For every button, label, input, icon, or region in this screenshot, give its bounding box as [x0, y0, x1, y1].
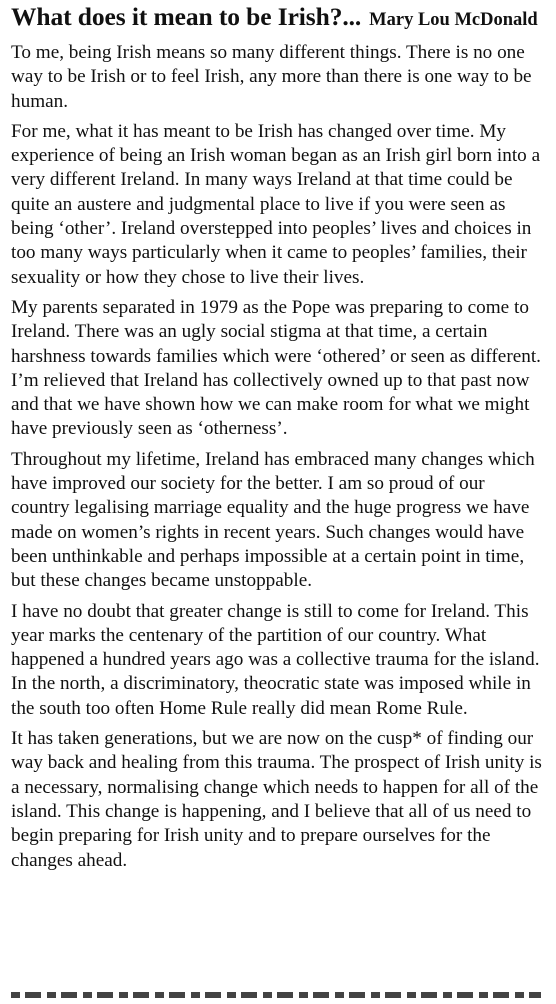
cut-off-text-fragment	[11, 992, 541, 998]
paragraph-3: My parents separated in 1979 as the Pope was preparing to come to Ireland. There was an ugly social stigma at that time, a certain harshness towards families which were ‘othered’ or seen as different. I’m relieved that Ireland has collectively owned up to that past now and that we have shown how we can make room for what we might have previously seen as ‘otherness’.	[11, 296, 541, 440]
paragraph-2: For me, what it has meant to be Irish has changed over time. My experience of being an Irish woman began as an Irish girl born into a very different Ireland. In many ways Ireland at that time could be quite an austere and judgmental place to live if you were seen as being ‘other’. Ireland overstepped into peoples’ lives and choices in too many ways particularly when it came to peoples’ families, their sexuality or how they chose to live their lives.	[11, 120, 541, 288]
article-headline	[11, 0, 546, 33]
paragraph-1: To me, being Irish means so many different things. There is no one way to be Irish or to feel Irish, any more than there is one way to be human.	[11, 42, 532, 112]
paragraph-5: I have no doubt that greater change is still to come for Ireland. This year marks the centenary of the partition of our country. What happened a hundred years ago was a collective trauma for the island. In the north, a discriminatory, theocratic state was imposed while in the south too often Home Rule really did mean Rome Rule.	[11, 600, 540, 719]
paragraph-4: Throughout my lifetime, Ireland has embraced many changes which have improved our society for the better. I am so proud of our country legalising marriage equality and the huge progress we have made on women’s rights in recent years. Such changes would have been unthinkable and perhaps impossible at a certain point in time, but these changes became unstoppable.	[11, 448, 535, 592]
article	[11, 0, 546, 873]
cut-off-next-line	[0, 992, 556, 1004]
article-author: Mary Lou McDonald	[369, 10, 538, 30]
paragraph-6: It has taken generations, but we are now on the cusp* of finding our way back and healing from this trauma. The prospect of Irish unity is a necessary, normalising change which needs to happen for all of the island. This change is happening, and I believe that all of us need to begin preparing for Irish unity and to prepare ourselves for the changes ahead.	[11, 728, 542, 871]
article-title: What does it mean to be Irish?...	[11, 2, 362, 31]
